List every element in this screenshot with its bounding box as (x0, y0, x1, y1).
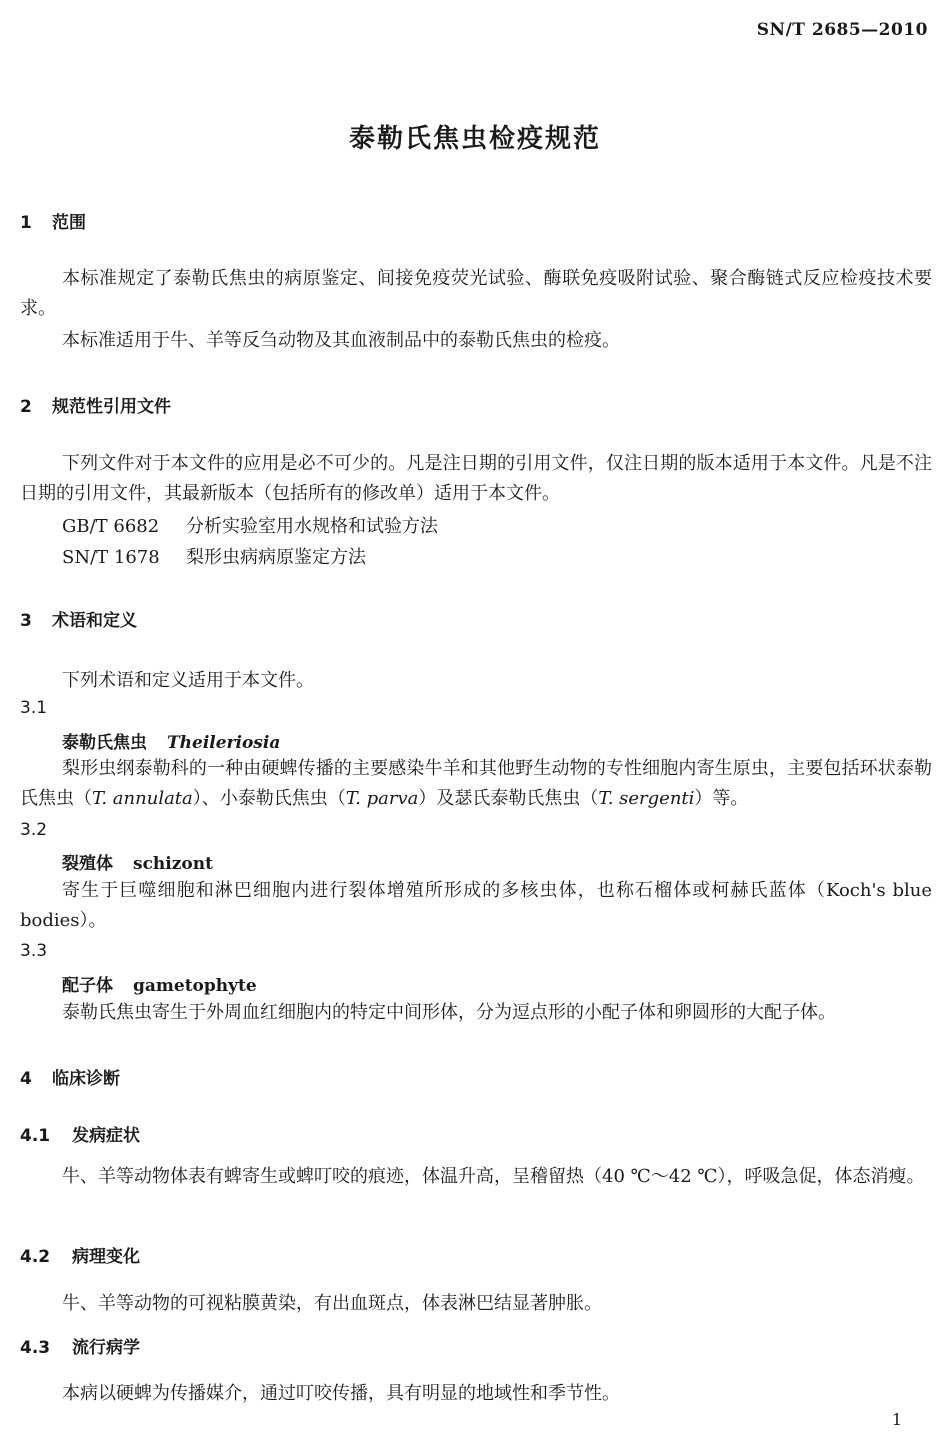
definition-text: ）、小泰勒氏焦虫（ (192, 788, 346, 809)
subsection-4-1-text: 牛、羊等动物体表有蜱寄生或蜱叮咬的痕迹，体温升高，呈稽留热（40 ℃～42 ℃），呼吸急促，体态消瘦。 (62, 1166, 925, 1187)
section-title: 术语和定义 (52, 611, 137, 631)
subsection-title: 发病症状 (72, 1126, 140, 1146)
term-definition: 泰勒氏焦虫寄生于外周血红细胞内的特定中间形体，分为逗点形的小配子体和卵圆形的大配子体。 (62, 1002, 836, 1023)
term-chinese: 泰勒氏焦虫 (62, 733, 147, 753)
subsection-title: 流行病学 (72, 1338, 140, 1358)
subsection-number: 4.1 (20, 1126, 51, 1146)
section-number: 3 (20, 611, 32, 631)
section-1-paragraph-2: 本标准适用于牛、羊等反刍动物及其血液制品中的泰勒氏焦虫的检疫。 (62, 330, 620, 351)
section-number: 1 (20, 213, 32, 233)
subsection-number: 4.2 (20, 1247, 51, 1267)
term-english: gametophyte (133, 976, 257, 996)
subsection-number: 4.3 (20, 1338, 51, 1358)
section-1-paragraph-1: 本标准规定了泰勒氏焦虫的病原鉴定、间接免疫荧光试验、酶联免疫吸附试验、聚合酶链式反应检疫技术要求。 (20, 268, 932, 319)
term-heading (62, 971, 257, 996)
term-english: schizont (133, 854, 213, 874)
normative-reference (62, 543, 366, 569)
section-3-intro: 下列术语和定义适用于本文件。 (62, 670, 314, 691)
section-2-paragraph-1: 下列文件对于本文件的应用是必不可少的。凡是注日期的引用文件，仅注日期的版本适用于本文件。凡是不注日期的引用文件，其最新版本（包括所有的修改单）适用于本文件。 (20, 453, 932, 504)
definition-text: ）及瑟氏泰勒氏焦虫（ (418, 788, 599, 809)
section-number: 4 (20, 1069, 32, 1089)
document-title: 泰勒氏焦虫检疫规范 (348, 124, 601, 154)
reference-code: SN/T 1678 (62, 547, 160, 568)
term-definition (20, 754, 932, 814)
section-number: 2 (20, 397, 32, 417)
term-chinese: 配子体 (62, 976, 113, 996)
reference-title: 梨形虫病病原鉴定方法 (186, 547, 366, 568)
subsection-title: 病理变化 (72, 1247, 140, 1267)
definition-text: 梨形虫纲泰勒科的一种由硬蜱传播的主要感染牛羊和其他野生动物的专性细胞内寄生原虫，主要包括环状泰勒氏焦虫（ (20, 758, 932, 809)
section-4-heading (20, 1064, 120, 1089)
subsection-4-3-text: 本病以硬蜱为传播媒介，通过叮咬传播，具有明显的地域性和季节性。 (62, 1383, 620, 1404)
species-name: T. parva (345, 788, 419, 809)
term-number: 3.2 (20, 820, 48, 840)
reference-code: GB/T 6682 (62, 516, 160, 537)
term-heading (62, 728, 280, 753)
section-title: 范围 (52, 213, 86, 233)
standard-number: SN/T 2685—2010 (756, 20, 928, 40)
definition-text: ）等。 (694, 788, 749, 809)
page-number: 1 (891, 1410, 902, 1429)
term-number: 3.3 (20, 941, 48, 961)
section-title: 规范性引用文件 (52, 397, 171, 417)
term-chinese: 裂殖体 (62, 854, 113, 874)
term-english: Theileriosia (167, 733, 281, 753)
subsection-4-2-text: 牛、羊等动物的可视粘膜黄染，有出血斑点，体表淋巴结显著肿胀。 (62, 1293, 602, 1314)
section-title: 临床诊断 (52, 1069, 120, 1089)
section-2-heading (20, 392, 171, 417)
section-3-heading (20, 606, 137, 631)
section-1-heading (20, 208, 86, 233)
species-name: T. annulata (92, 788, 193, 809)
species-name: T. sergenti (598, 788, 695, 809)
subsection-4-2-heading (20, 1242, 140, 1267)
subsection-4-1-heading (20, 1121, 140, 1146)
term-number: 3.1 (20, 698, 48, 718)
subsection-4-3-heading (20, 1333, 140, 1358)
normative-reference (62, 512, 438, 538)
term-definition: 寄生于巨噬细胞和淋巴细胞内进行裂体增殖所形成的多核虫体，也称石榴体或柯赫氏蓝体（Koch's blue bodies）。 (20, 880, 932, 931)
reference-title: 分析实验室用水规格和试验方法 (186, 516, 438, 537)
term-heading (62, 849, 213, 874)
